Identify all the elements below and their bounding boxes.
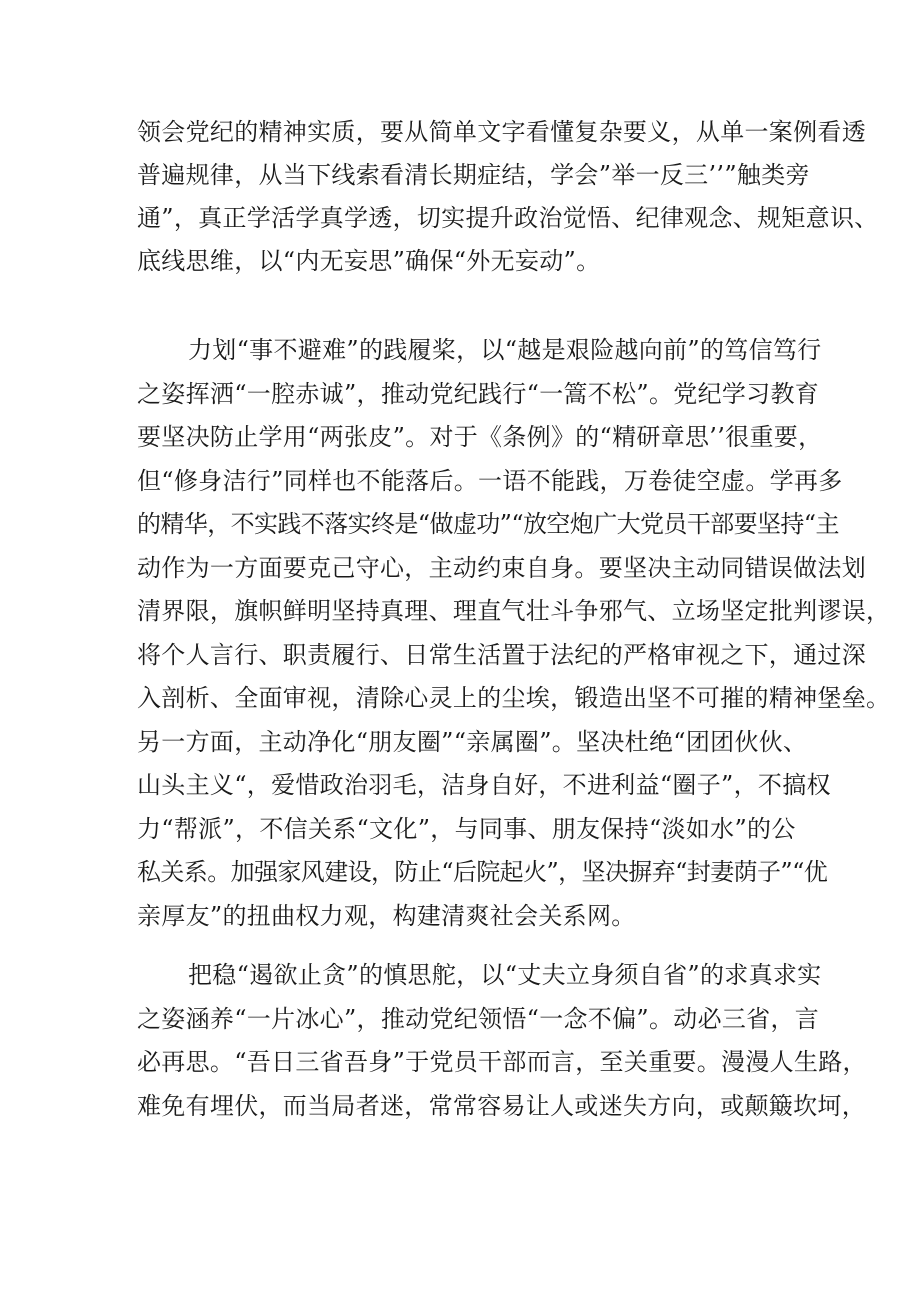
text-line: 必再思。“吾日三省吾身”于党员干部而言，至关重要。漫漫人生路， xyxy=(137,1048,867,1076)
text-line: 难免有埋伏，而当局者迷，常常容易让人或迷失方向，或颠簸坎坷， xyxy=(137,1092,866,1120)
text-line: 力“帮派”，不信关系“文化”，与同事、朋友保持“淡如水”的公 xyxy=(137,815,796,843)
text-line: 领会党纪的精神实质，要从简单文字看懂复杂要义，从单一案例看透 xyxy=(137,118,866,146)
text-line: 之姿涵养“一片冰心”，推动党纪领悟“一念不偏”。动必三省，言 xyxy=(137,1005,820,1033)
text-line: 把稳“遏欲止贪”的慎思舵，以“丈夫立身须自省”的求真求实 xyxy=(188,961,822,989)
text-line: 通”，真正学活学真学透，切实提升政治觉悟、纪律观念、规矩意识、 xyxy=(137,204,879,232)
text-line: 但“修身洁行”同样也不能落后。一语不能践，万卷徒空虚。学再多 xyxy=(137,467,843,495)
text-line: 私关系。加强家风建设，防止“后院起火”，坚决摒弃“封妻荫子”“优 xyxy=(137,858,828,886)
text-line: 要坚决防止学用“两张皮”。对于《条例》的“精研章思’’很重要， xyxy=(137,423,823,451)
text-line: 清界限，旗帜鲜明坚持真理、理直气壮斗争邪气、立场坚定批判谬误， xyxy=(137,597,891,625)
text-line: 另一方面，主动净化“朋友圈”“亲属圈”。坚决杜绝“团团伙伙、 xyxy=(137,728,808,756)
text-line: 山头主义“，爱惜政治羽毛，洁身自好，不进利益“圈子”，不搞权 xyxy=(137,771,831,799)
text-line: 动作为一方面要克己守心，主动约束自身。要坚决主动同错误做法划 xyxy=(137,554,866,582)
text-line: 普遍规律，从当下线索看清长期症结，学会”举一反三’’”触类旁 xyxy=(137,161,810,189)
text-line: 将个人言行、职责履行、日常生活置于法纪的严格审视之下，通过深 xyxy=(137,641,866,669)
text-line: 底线思维，以“内无妄思”确保“外无妄动”。 xyxy=(137,247,601,275)
text-line: 入剖析、全面审视，清除心灵上的尘埃，锻造出坚不可摧的精神堡垒。 xyxy=(137,684,891,712)
text-line: 的精华，不实践不落实终是“做虚功”“放空炮广大党员干部要坚持“主 xyxy=(137,510,839,538)
text-line: 力划“事不避难”的践履桨，以“越是艰险越向前”的笃信笃行 xyxy=(188,336,822,364)
text-line: 之姿挥洒“一腔赤诚”，推动党纪践行“一篙不松”。党纪学习教育 xyxy=(137,380,820,408)
text-line: 亲厚友”的扭曲权力观，构建清爽社会关系网。 xyxy=(137,902,636,930)
